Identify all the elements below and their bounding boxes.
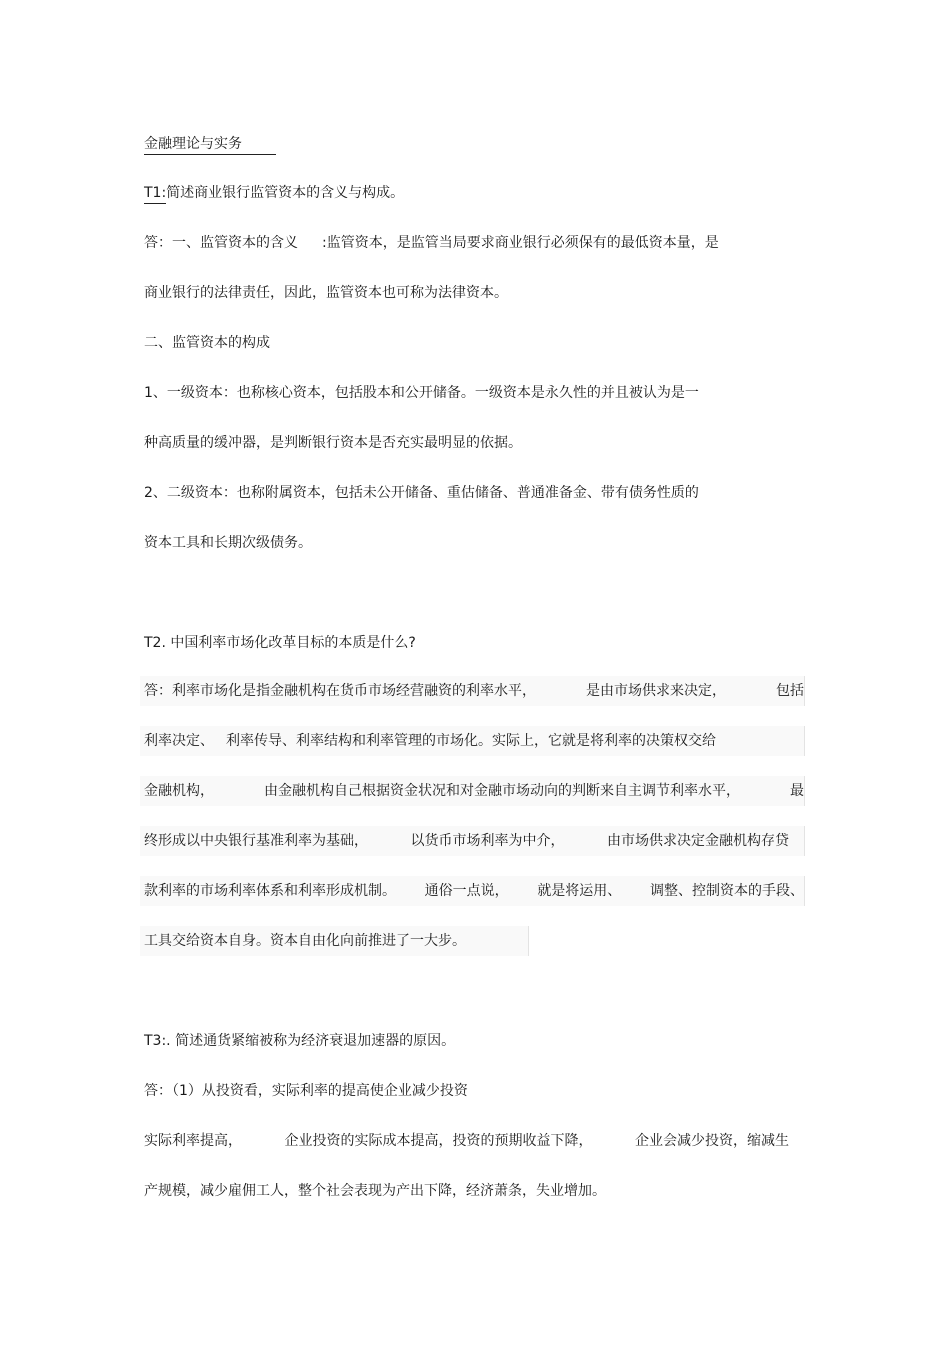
- t1-item-1-line-1: 1、一级资本：也称核心资本，包括股本和公开储备。一级资本是永久性的并且被认为是一: [144, 385, 699, 401]
- t1-answer-line-1: [144, 233, 719, 253]
- t2-l3-c: 最: [790, 783, 804, 799]
- t2-l1-c: 包括: [776, 683, 804, 699]
- t1-item-2-line-2: 资本工具和长期次级债务。: [144, 535, 312, 551]
- t1-item-2-line-1: 2、二级资本：也称附属资本，包括未公开储备、重估储备、普通准备金、带有债务性质的: [144, 485, 699, 501]
- t2-answer-line-1: [144, 681, 804, 701]
- t2-answer-line-3: [144, 781, 804, 801]
- t2-answer-line-6: 工具交给资本自身。资本自由化向前推进了一大步。: [144, 933, 466, 949]
- t2-answer-line-2: [144, 731, 716, 751]
- t3-l2-a: 实际利率提高，: [144, 1133, 242, 1149]
- t2-l3-a: 金融机构，: [144, 783, 214, 799]
- document-title-text: 金融理论与实务: [144, 134, 276, 155]
- t1-label: T1:: [144, 183, 166, 204]
- t2-answer-line-4: [144, 831, 789, 851]
- t2-answer-line-5: [144, 881, 804, 901]
- t2-l4-c: 由市场供求决定金融机构存贷: [607, 833, 789, 849]
- t2-l1-a: 答：利率市场化是指金融机构在货币市场经营融资的利率水平，: [144, 683, 536, 699]
- t2-l2-a: 利率决定、: [144, 733, 214, 749]
- t2-l1-b: 是由市场供求来决定，: [586, 683, 726, 699]
- t3-answer-line-1: 答：（1）从投资看，实际利率的提高使企业减少投资: [144, 1083, 468, 1099]
- document-title: [144, 134, 276, 154]
- t1-answer-part-2: :监管资本，是监管当局要求商业银行必须保有的最低资本量，是: [322, 235, 719, 251]
- t1-answer-line-2: 商业银行的法律责任，因此，监管资本也可称为法律资本。: [144, 285, 508, 301]
- t3-question: T3:. 简述通货紧缩被称为经济衰退加速器的原因。: [144, 1033, 456, 1049]
- t2-l5-c: 就是将运用、: [537, 883, 622, 899]
- t2-l5-d: 调整、控制资本的手段、: [649, 883, 804, 899]
- t3-answer-line-3: 产规模，减少雇佣工人，整个社会表现为产出下降，经济萧条，失业增加。: [144, 1183, 606, 1199]
- t2-l5-b: 通俗一点说，: [424, 883, 509, 899]
- t1-question: [144, 183, 404, 203]
- t3-l2-c: 企业会减少投资，缩减生: [635, 1133, 789, 1149]
- t3-answer-line-2: [144, 1131, 789, 1151]
- t1-item-1-line-2: 种高质量的缓冲器，是判断银行资本是否充实最明显的依据。: [144, 435, 522, 451]
- t2-l4-a: 终形成以中央银行基准利率为基础，: [144, 833, 368, 849]
- t1-answer-part-1: 答：一、监管资本的含义: [144, 235, 298, 251]
- t2-l4-b: 以货币市场利率为中介，: [410, 833, 565, 849]
- t1-question-text: 简述商业银行监管资本的含义与构成。: [166, 185, 405, 201]
- t2-l2-b: 利率传导、利率结构和利率管理的市场化。实际上，它就是将利率的决策权交给: [226, 733, 716, 749]
- t3-l2-b: 企业投资的实际成本提高，投资的预期收益下降，: [284, 1133, 593, 1149]
- t2-l3-b: 由金融机构自己根据资金状况和对金融市场动向的判断来自主调节利率水平，: [264, 783, 740, 799]
- t2-question: T2. 中国利率市场化改革目标的本质是什么?: [144, 635, 416, 651]
- t1-section-2: 二、监管资本的构成: [144, 335, 270, 351]
- t2-l5-a: 款利率的市场利率体系和利率形成机制。: [144, 883, 396, 899]
